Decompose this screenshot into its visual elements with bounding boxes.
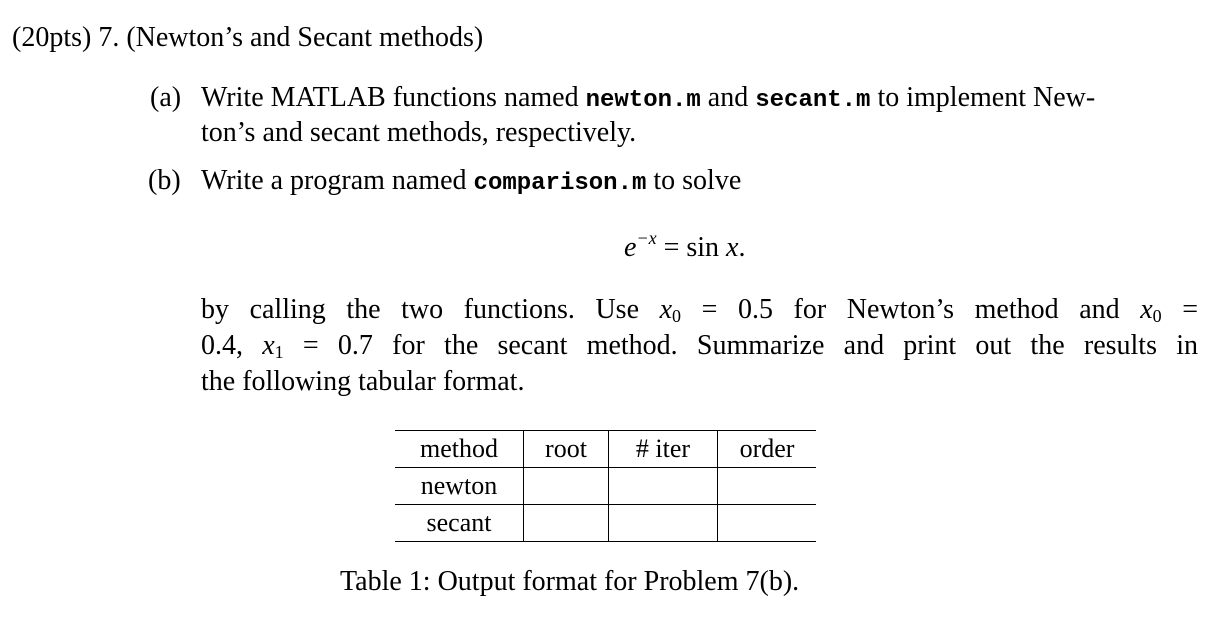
part-a-line-2: ton’s and secant methods, respectively. [201,117,637,148]
table-caption: Table 1: Output format for Problem 7(b). [340,566,800,597]
part-a-text-mid: and [700,82,756,113]
equation-base: e [624,232,637,263]
secant-filename: secant.m [755,87,871,114]
part-b-text-post: to solve [646,165,742,196]
para2-b: = 0.7 for the secant method. Summarize and print out the results in [283,330,1198,361]
problem-heading: (20pts) 7. (Newton’s and Secant methods) [12,22,484,53]
part-a-label: (a) [150,82,182,113]
para2-sub: 1 [274,342,284,362]
equation-rhs-var: x [726,232,739,263]
part-b-para-line-1 [201,294,1198,327]
equation-end: . [738,232,746,263]
part-b-para-line-3: the following tabular format. [201,366,525,397]
part-b-text-pre: Write a program named [201,165,474,196]
part-a-line-1 [201,82,1095,114]
header-order: order [718,431,817,468]
para1-var2: x [1140,294,1153,325]
cell-root [524,468,609,505]
para2-a: 0.4, [201,330,263,361]
output-format-table [395,430,816,542]
newton-filename: newton.m [585,87,701,114]
header-iter: # iter [609,431,718,468]
para1-a: by calling the two functions. Use [201,294,660,325]
equation-exponent: −x [636,228,657,248]
para1-sub2: 0 [1152,306,1162,326]
equation-rhs: = sin [656,232,727,263]
part-a-text-pre: Write MATLAB functions named [201,82,586,113]
cell-order [718,505,817,542]
part-b-para-line-2 [201,330,1198,363]
para2-var: x [262,330,275,361]
cell-method: secant [426,508,492,537]
table-header-row [395,431,816,468]
cell-root [524,505,609,542]
equation [624,228,745,264]
para1-sub: 0 [672,306,682,326]
para1-var: x [659,294,673,325]
table-row [395,468,816,505]
comparison-filename: comparison.m [473,170,647,197]
para1-c: = [1161,294,1198,325]
cell-order [718,468,817,505]
part-a-text-post: to implement New- [870,82,1096,113]
table-row [395,505,816,542]
cell-method: newton [420,471,498,500]
part-b-line-1 [201,165,741,197]
part-b-label: (b) [148,165,181,196]
header-root: root [524,431,609,468]
header-method: method [420,434,498,463]
cell-iter [609,505,718,542]
cell-iter [609,468,718,505]
para1-b: = 0.5 for Newton’s method and [681,294,1141,325]
